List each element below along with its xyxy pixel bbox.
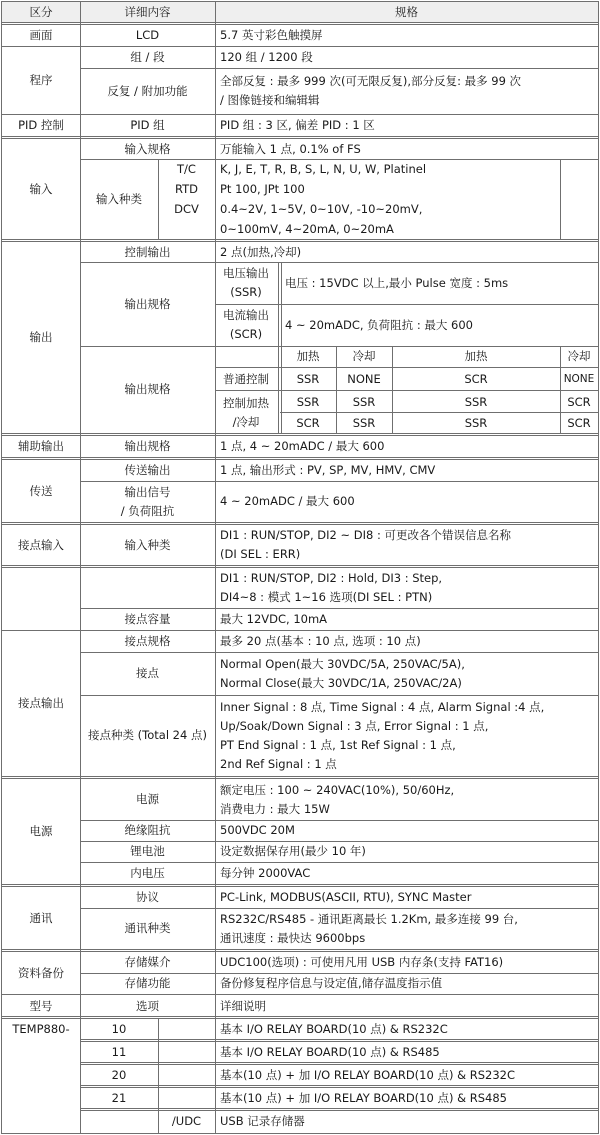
contact-output-category: 接点输出 bbox=[18, 696, 64, 710]
model-desc-20: 基本(10 点) + 加 I/O RELAY BOARD(10 点) & RS232C bbox=[220, 1067, 515, 1082]
output-control-item: 控制输出 bbox=[124, 244, 171, 259]
program-category: 程序 bbox=[29, 72, 53, 87]
transmit-signal-item: 输出信号 / 负荷阻抗 bbox=[120, 484, 175, 518]
output-hc2-val-3: SSR bbox=[464, 415, 488, 430]
contact-type-item: 接点种类 (Total 24 点) bbox=[88, 728, 207, 742]
output-normal-label: 普通控制 bbox=[223, 372, 269, 386]
power-supply-item: 电源 bbox=[136, 792, 159, 806]
screen-item: LCD bbox=[135, 28, 160, 42]
input-type-dcv: DCV bbox=[174, 201, 199, 216]
output-normal-val-3: SCR bbox=[464, 372, 488, 386]
backup-media-spec: UDC100(选项) : 可使用凡用 USB 内存条(支持 FAT16) bbox=[220, 955, 504, 969]
header-spec: 规格 bbox=[215, 2, 598, 22]
program-repeat-item: 反复 / 附加功能 bbox=[107, 83, 188, 98]
output-ssr-label: 电压输出 (SSR) bbox=[223, 266, 269, 299]
power-supply-spec: 额定电压 : 100 ~ 240VAC(10%), 50/60Hz, 消费电力 : 最大 15W bbox=[220, 782, 455, 816]
output-hc1-val-4: SCR bbox=[567, 394, 591, 409]
program-group-spec: 120 组 / 1200 段 bbox=[220, 49, 313, 64]
model-code-20: 20 bbox=[111, 1067, 127, 1082]
contact-input-mode-spec: DI1 : RUN/STOP, DI2 : Hold, DI3 : Step, DI4~8 : 模式 1~16 选项(DI SEL : PTN) bbox=[220, 571, 443, 604]
header-category: 区分 bbox=[2, 2, 80, 22]
insulation-spec: 500VDC 20M bbox=[220, 823, 295, 837]
output-normal-val-2: NONE bbox=[347, 372, 381, 386]
pid-category: PID 控制 bbox=[18, 118, 64, 132]
input-type-item: 输入种类 bbox=[96, 191, 142, 206]
model-code-11: 11 bbox=[111, 1044, 127, 1059]
contact-input-spec: DI1 : RUN/STOP, DI2 ~ DI8 : 可更改各个错误信息名称 (DI SEL : ERR) bbox=[220, 528, 512, 561]
model-code-udc: /UDC bbox=[171, 1113, 202, 1128]
output-spec2-item: 输出规格 bbox=[124, 382, 171, 396]
output-hc2-val-4: SCR bbox=[567, 415, 591, 430]
comm-type-item: 通讯种类 bbox=[124, 921, 171, 935]
power-category: 电源 bbox=[29, 824, 53, 838]
contact-value: Normal Open(最大 30VDC/5A, 250VAC/5A), Normal Close(最大 30VDC/1A, 250VAC/2A) bbox=[220, 656, 465, 690]
model-option-header: 选项 bbox=[136, 998, 159, 1013]
model-detail-header: 详细说明 bbox=[220, 998, 266, 1013]
pid-spec: PID 组 : 3 区, 偏差 PID : 1 区 bbox=[220, 118, 375, 132]
model-desc-11: 基本 I/O RELAY BOARD(10 点) & RS485 bbox=[220, 1044, 440, 1059]
contact-capacity-item: 接点容量 bbox=[124, 611, 171, 626]
transmit-output-item: 传送输出 bbox=[124, 463, 171, 477]
output-heat-header-1: 加热 bbox=[296, 349, 320, 363]
insulation-item: 绝缘阻抗 bbox=[124, 823, 171, 837]
output-hc2-val-2: SSR bbox=[352, 415, 376, 430]
contact-spec-item: 接点规格 bbox=[124, 634, 171, 648]
transmit-output-spec: 1 点, 输出形式 : PV, SP, MV, HMV, CMV bbox=[220, 463, 436, 477]
input-tc-values: K, J, E, T, R, B, S, L, N, U, W, Platinel bbox=[220, 161, 427, 176]
output-normal-val-4: NONE bbox=[563, 373, 595, 385]
input-type-tc: T/C bbox=[177, 161, 196, 176]
model-desc-21: 基本(10 点) + 加 I/O RELAY BOARD(10 点) & RS485 bbox=[220, 1090, 507, 1105]
output-scr-spec: 4 ~ 20mADC, 负荷阻抗 : 最大 600 bbox=[285, 317, 473, 332]
backup-media-item: 存储媒介 bbox=[124, 955, 171, 969]
battery-item: 锂电池 bbox=[130, 844, 165, 858]
screen-category: 画面 bbox=[29, 28, 53, 42]
input-dcv-values-2: 0~100mV, 4~20mA, 0~20mA bbox=[220, 221, 394, 236]
output-spec-item: 输出规格 bbox=[124, 296, 171, 311]
output-hc1-val-3: SSR bbox=[464, 394, 488, 409]
contact-spec-value: 最多 20 点(基本 : 10 点, 选项 : 10 点) bbox=[220, 634, 421, 648]
comm-type-spec: RS232C/RS485 - 通讯距离最长 1.2Km, 最多连接 99 台, 通讯速度 : 最快达 9600bps bbox=[220, 911, 518, 945]
input-rtd-values: Pt 100, JPt 100 bbox=[220, 181, 305, 196]
withstand-spec: 每分钟 2000VAC bbox=[220, 865, 311, 880]
output-ssr-spec: 电压 : 15VDC 以上,最小 Pulse 宽度 : 5ms bbox=[285, 275, 509, 290]
model-desc-udc: USB 记录存储器 bbox=[220, 1113, 305, 1128]
output-hc1-val-1: SSR bbox=[296, 394, 320, 409]
model-code-10: 10 bbox=[111, 1021, 127, 1036]
input-type-rtd: RTD bbox=[174, 181, 199, 196]
comm-protocol-spec: PC-Link, MODBUS(ASCII, RTU), SYNC Master bbox=[220, 890, 472, 904]
aux-category: 辅助输出 bbox=[18, 439, 64, 453]
program-repeat-spec: 全部反复 : 最多 999 次(可无限反复),部分反复: 最多 99 次 / 图像链接和编辑辑 bbox=[220, 74, 522, 107]
output-normal-val-1: SSR bbox=[296, 372, 320, 386]
withstand-item: 内电压 bbox=[130, 865, 165, 880]
pid-item: PID 组 bbox=[130, 118, 165, 132]
output-control-spec: 2 点(加热,冷却) bbox=[220, 244, 302, 259]
model-code-21: 21 bbox=[111, 1090, 127, 1105]
output-hc2-val-1: SCR bbox=[296, 415, 320, 430]
backup-function-item: 存储功能 bbox=[124, 976, 171, 990]
input-category: 输入 bbox=[29, 181, 53, 196]
battery-spec: 设定数据保存用(最少 10 年) bbox=[220, 844, 366, 858]
input-dcv-values-1: 0.4~2V, 1~5V, 0~10V, -10~20mV, bbox=[220, 201, 423, 216]
output-category: 输出 bbox=[29, 330, 53, 344]
backup-function-spec: 备份修复程序信息与设定值,储存温度指示值 bbox=[220, 976, 443, 990]
header-detail: 详细内容 bbox=[80, 2, 215, 22]
input-spec-value: 万能输入 1 点, 0.1% of FS bbox=[220, 141, 361, 156]
aux-spec: 1 点, 4 ~ 20mADC / 最大 600 bbox=[220, 439, 385, 453]
contact-input-item: 输入种类 bbox=[124, 537, 171, 552]
screen-spec: 5.7 英寸彩色触摸屏 bbox=[220, 28, 323, 42]
transmit-category: 传送 bbox=[29, 483, 53, 498]
aux-item: 输出规格 bbox=[124, 439, 171, 453]
output-cool-header-1: 冷却 bbox=[352, 349, 376, 363]
transmit-signal-spec: 4 ~ 20mADC / 最大 600 bbox=[220, 494, 355, 508]
contact-capacity-spec: 最大 12VDC, 10mA bbox=[220, 611, 328, 626]
model-category: 型号 bbox=[29, 998, 53, 1013]
comm-protocol-item: 协议 bbox=[136, 890, 159, 904]
output-heatcool-label: 控制加热 /冷却 bbox=[223, 395, 269, 429]
backup-category: 资料备份 bbox=[18, 965, 64, 980]
output-hc1-val-2: SSR bbox=[352, 394, 376, 409]
output-scr-label: 电流输出 (SCR) bbox=[223, 308, 269, 341]
output-heat-header-2: 加热 bbox=[464, 349, 488, 363]
model-prefix: TEMP880- bbox=[12, 1021, 70, 1036]
contact-input-category: 接点输入 bbox=[18, 537, 64, 552]
contact-item: 接点 bbox=[136, 666, 159, 680]
program-group-item: 组 / 段 bbox=[130, 49, 165, 64]
model-desc-10: 基本 I/O RELAY BOARD(10 点) & RS232C bbox=[220, 1021, 448, 1036]
input-spec-item: 输入规格 bbox=[124, 141, 171, 156]
contact-type-value: Inner Signal : 8 点, Time Signal : 4 点, Alarm Signal :4 点, Up/Soak/Down Signal : 3 点, Error Signal : 1 点, PT End Signal : 1 点, 1st Ref Signal : 1 点, 2nd Ref Signal : 1 点 bbox=[220, 699, 545, 771]
output-cool-header-2: 冷却 bbox=[567, 349, 591, 363]
comm-category: 通讯 bbox=[29, 910, 53, 925]
